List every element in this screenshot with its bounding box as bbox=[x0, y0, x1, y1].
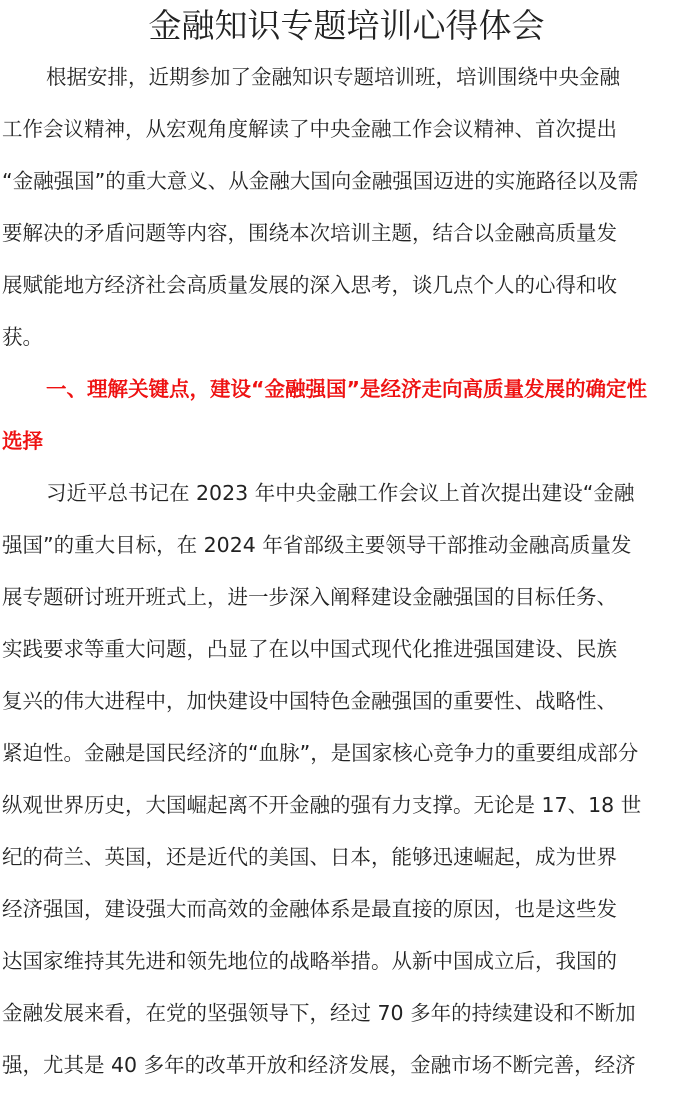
paragraph-line: 纪的荷兰、英国，还是近代的美国、日本，能够迅速崛起，成为世界 bbox=[2, 845, 617, 869]
section-heading-line: 选择 bbox=[2, 429, 43, 453]
paragraph-line: 强，尤其是 40 多年的改革开放和经济发展，金融市场不断完善，经济 bbox=[2, 1053, 636, 1077]
paragraph-line: 展赋能地方经济社会高质量发展的深入思考，谈几点个人的心得和收 bbox=[2, 273, 617, 297]
paragraph-line: 根据安排，近期参加了金融知识专题培训班，培训围绕中央金融 bbox=[46, 65, 620, 89]
paragraph-line: 达国家维持其先进和领先地位的战略举措。从新中国成立后，我国的 bbox=[2, 949, 617, 973]
document-title: 金融知识专题培训心得体会 bbox=[148, 6, 545, 45]
section-heading-line: 一、理解关键点，建设“金融强国”是经济走向高质量发展的确定性 bbox=[46, 377, 647, 401]
paragraph-line: 要解决的矛盾问题等内容，围绕本次培训主题，结合以金融高质量发 bbox=[2, 221, 617, 245]
paragraph-line: 金融发展来看，在党的坚强领导下，经过 70 多年的持续建设和不断加 bbox=[2, 1001, 636, 1025]
paragraph-line: 经济强国，建设强大而高效的金融体系是最直接的原因，也是这些发 bbox=[2, 897, 617, 921]
paragraph-line: 习近平总书记在 2023 年中央金融工作会议上首次提出建设“金融 bbox=[46, 481, 635, 505]
paragraph-line: 实践要求等重大问题，凸显了在以中国式现代化推进强国建设、民族 bbox=[2, 637, 617, 661]
paragraph-line: 强国”的重大目标，在 2024 年省部级主要领导干部推动金融高质量发 bbox=[2, 533, 632, 557]
paragraph-line: 展专题研讨班开班式上，进一步深入阐释建设金融强国的目标任务、 bbox=[2, 585, 617, 609]
paragraph-line: 紧迫性。金融是国民经济的“血脉”，是国家核心竞争力的重要组成部分 bbox=[2, 741, 639, 765]
paragraph-line: 获。 bbox=[2, 325, 43, 349]
paragraph-line: “金融强国”的重大意义、从金融大国向金融强国迈进的实施路径以及需 bbox=[2, 169, 639, 193]
paragraph-line: 复兴的伟大进程中，加快建设中国特色金融强国的重要性、战略性、 bbox=[2, 689, 617, 713]
paragraph-line: 工作会议精神，从宏观角度解读了中央金融工作会议精神、首次提出 bbox=[2, 117, 617, 141]
paragraph-line: 纵观世界历史，大国崛起离不开金融的强有力支撑。无论是 17、18 世 bbox=[2, 793, 642, 817]
